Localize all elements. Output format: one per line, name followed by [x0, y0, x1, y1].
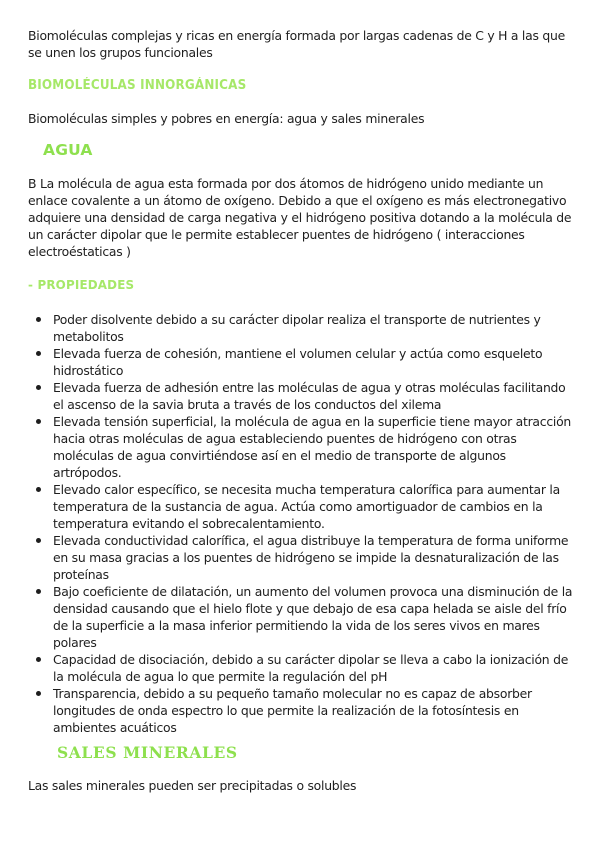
bullet-icon [36, 385, 41, 390]
list-item [34, 685, 574, 736]
bullet-icon [36, 657, 41, 662]
list-item [34, 532, 574, 583]
list-item [34, 413, 574, 481]
agua-paragraph: B La molécula de agua esta formada por dos átomos de hidrógeno unido mediante un enlace covalente a un átomo de oxígeno. Debido a que el oxígeno es más electronegativo adquiere una densidad de carga negativa y el hidrógeno positiva dotando a la molécula de un carácter dipolar que le permite establecer puentes de hidrógeno ( interacciones electroéstaticas ) [28, 176, 572, 259]
list-item-text: Capacidad de disociación, debido a su carácter dipolar se lleva a cabo la ionización de la molécula de agua lo que permite la regulación del pH [53, 652, 569, 684]
bullet-icon [36, 487, 41, 492]
heading-sales-minerales: SALES MINERALES [57, 743, 238, 762]
bullet-icon [36, 351, 41, 356]
propiedades-list [34, 311, 574, 736]
inorganicas-paragraph: Biomoléculas simples y pobres en energía: agua y sales minerales [28, 111, 425, 126]
bullet-icon [36, 589, 41, 594]
heading-biomoleculas-inorganicas: BIOMOLÉCULAS INNORGÁNICAS [28, 78, 247, 93]
list-item [34, 583, 574, 651]
list-item-text: Bajo coeficiente de dilatación, un aumento del volumen provoca una disminución de la densidad causando que el hielo flote y que debajo de esa capa helada se aisle del frío de la superficie a la masa inferior permitiendo la vida de los seres vivos en mares polares [53, 584, 573, 650]
list-item [34, 379, 574, 413]
heading-agua: AGUA [43, 141, 93, 159]
bullet-icon [36, 538, 41, 543]
heading-propiedades: - PROPIEDADES [28, 277, 135, 292]
list-item [34, 651, 574, 685]
list-item-text: Elevada tensión superficial, la molécula de agua en la superficie tiene mayor atracción hacia otras moléculas de agua estableciendo puentes de hidrógeno con otras moléculas de agua convirtiéndose así en el medio de transporte de algunos artrópodos. [53, 414, 572, 480]
list-item-text: Transparencia, debido a su pequeño tamaño molecular no es capaz de absorber longitudes de onda espectro lo que permite la realización de la fotosíntesis en ambientes acuáticos [53, 686, 532, 735]
list-item [34, 311, 574, 345]
sales-paragraph: Las sales minerales pueden ser precipitadas o solubles [28, 778, 357, 793]
bullet-icon [36, 419, 41, 424]
list-item-text: Elevado calor específico, se necesita mucha temperatura calorífica para aumentar la temperatura de la sustancia de agua. Actúa como amortiguador de cambios en la temperatura evitando el sobrecalentamiento. [53, 482, 560, 531]
intro-paragraph: Biomoléculas complejas y ricas en energía formada por largas cadenas de C y H a las que se unen los grupos funcionales [28, 28, 565, 60]
bullet-icon [36, 691, 41, 696]
list-item-text: Elevada fuerza de adhesión entre las moléculas de agua y otras moléculas facilitando el ascenso de la savia bruta a través de los conductos del xilema [53, 380, 566, 412]
list-item-text: Elevada fuerza de cohesión, mantiene el volumen celular y actúa como esqueleto hidrostático [53, 346, 543, 378]
bullet-icon [36, 317, 41, 322]
list-item [34, 345, 574, 379]
list-item-text: Poder disolvente debido a su carácter dipolar realiza el transporte de nutrientes y metabolitos [53, 312, 541, 344]
list-item [34, 481, 574, 532]
list-item-text: Elevada conductividad calorífica, el agua distribuye la temperatura de forma uniforme en su masa gracias a los puentes de hidrógeno se impide la desnaturalización de las proteínas [53, 533, 569, 582]
